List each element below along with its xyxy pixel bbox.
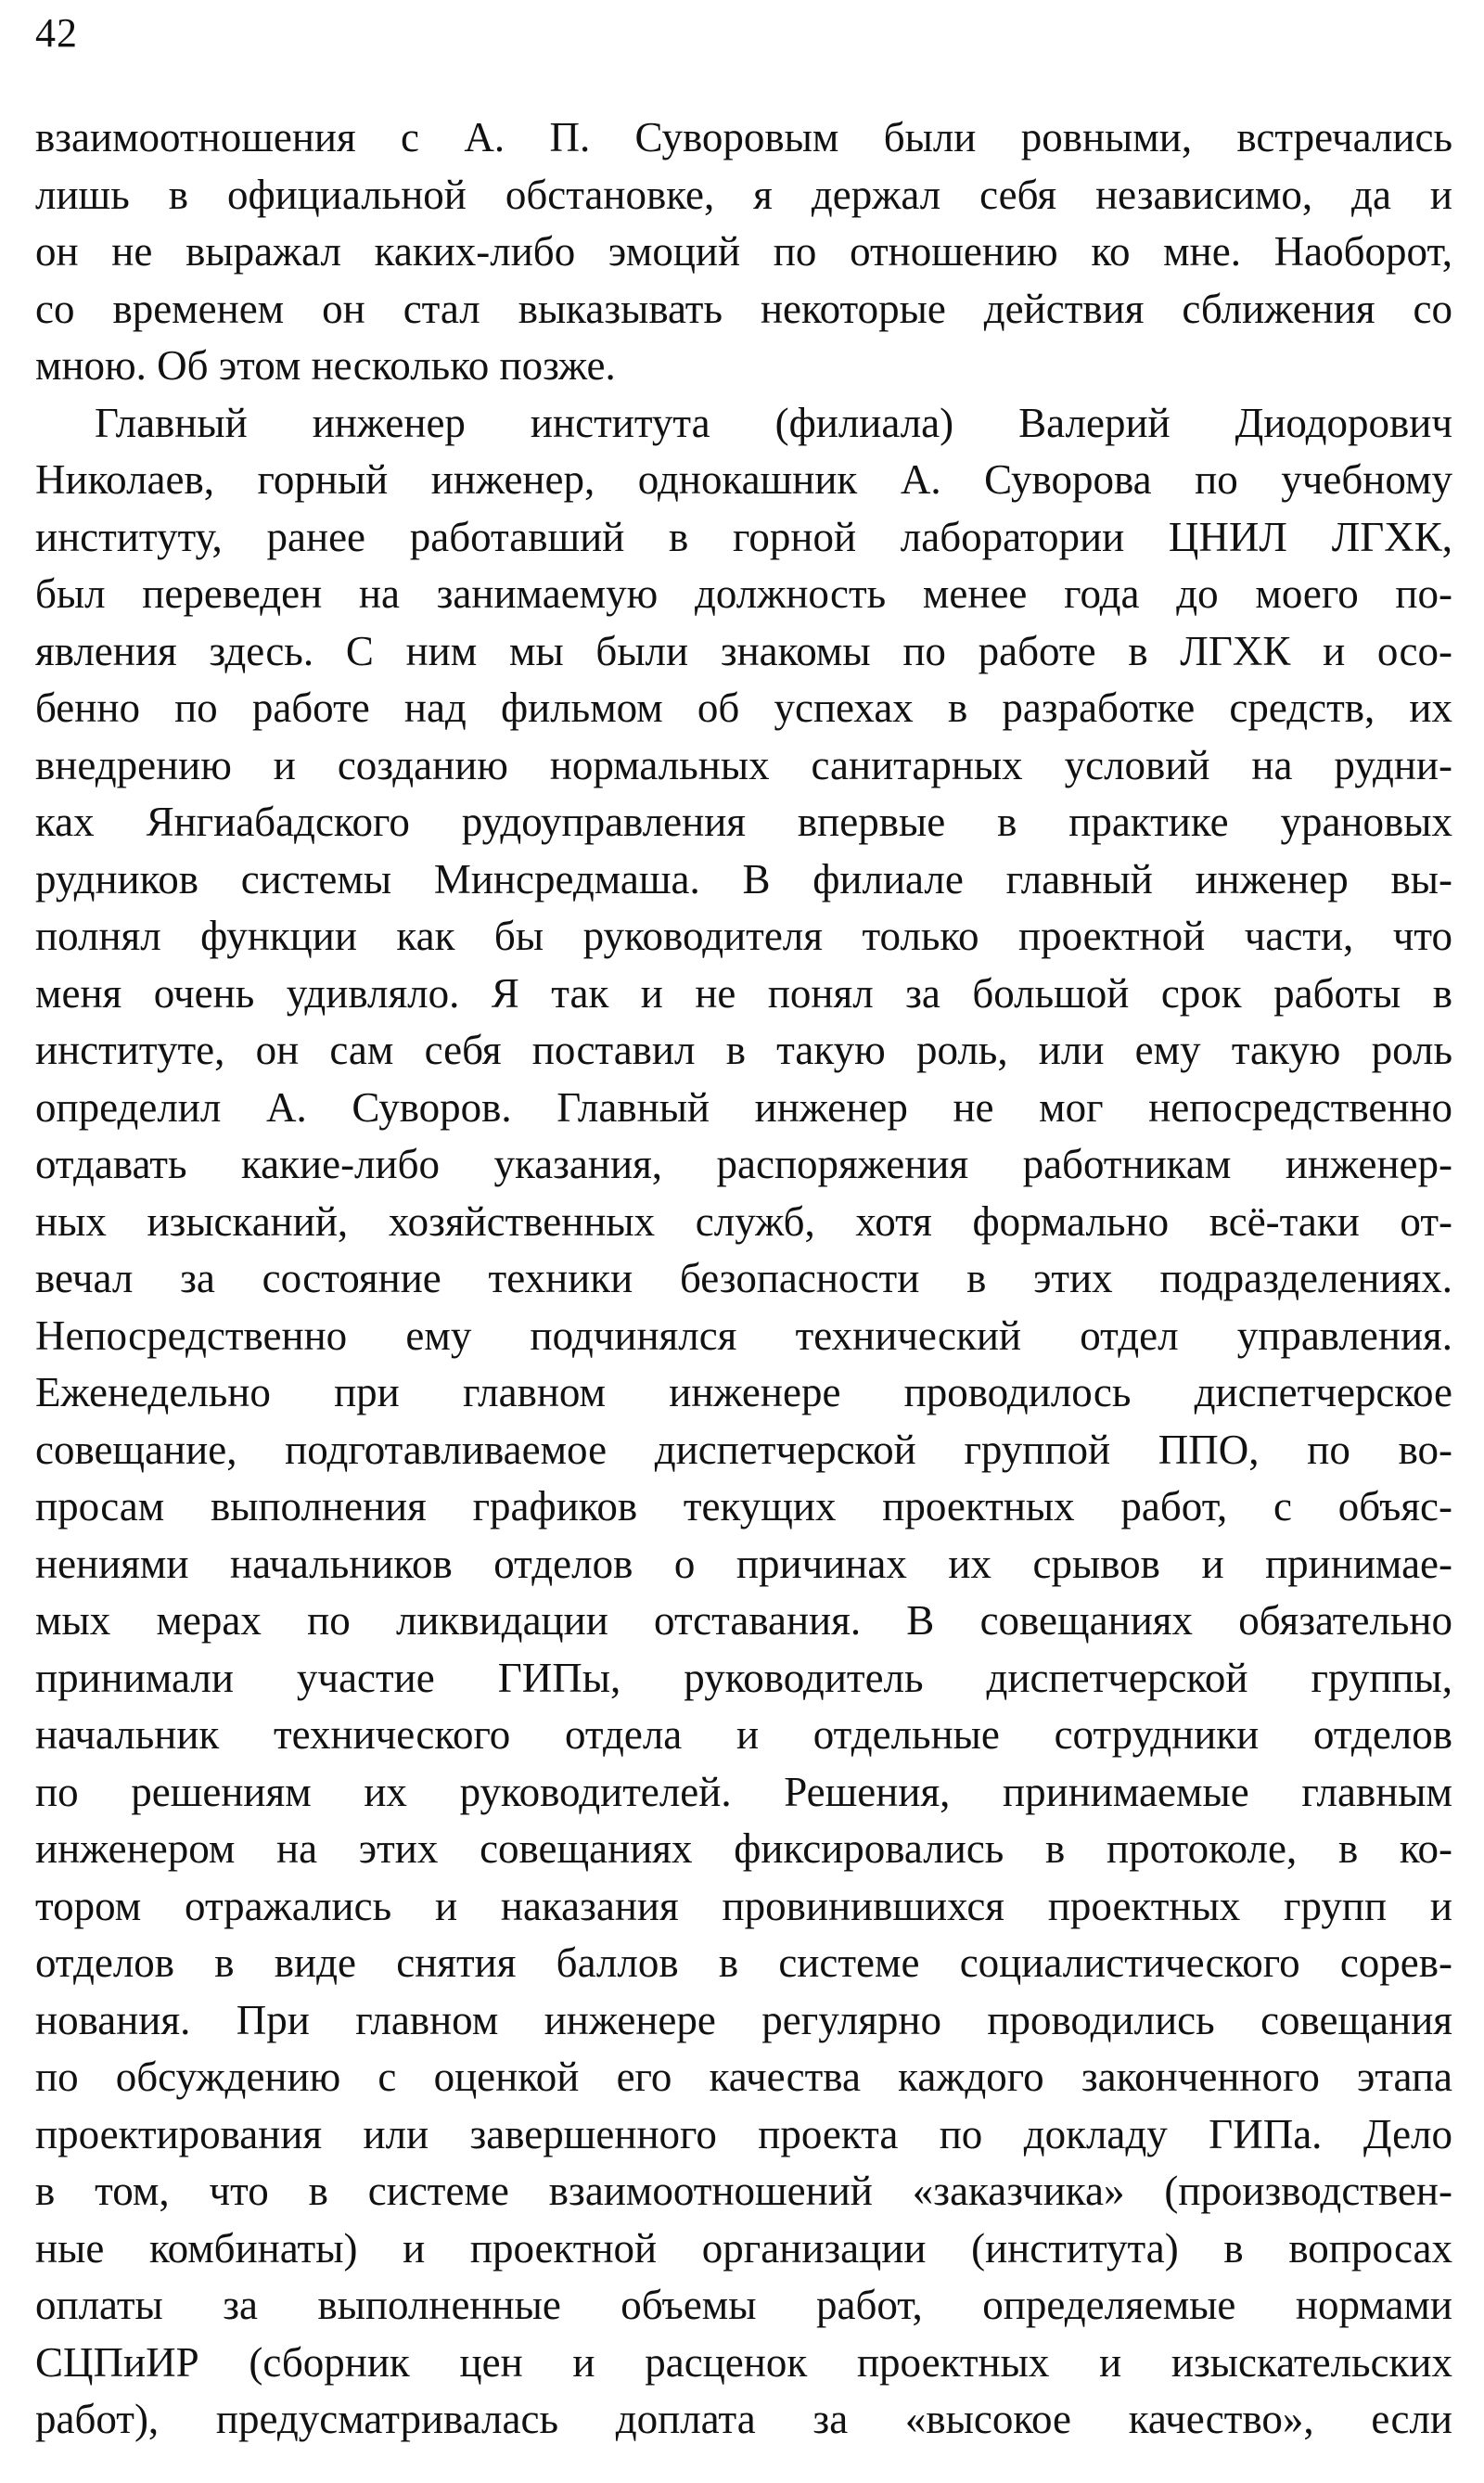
text-line: начальник технического отдела и отдельные сотрудники отделов [35,1711,1452,1758]
text-line: явления здесь. С ним мы были знакомы по работе в ЛГХК и осо- [35,627,1452,674]
page-number: 42 [35,10,78,56]
text-line: меня очень удивляло. Я так и не понял за большой срок работы в [35,969,1452,1017]
text-line: мых мерах по ликвидации отставания. В совещаниях обязательно [35,1597,1452,1644]
text-line: просам выполнения графиков текущих проектных работ, с объяс- [35,1483,1452,1529]
text-line: он не выражал каких-либо эмоций по отношению ко мне. Наоборот, [35,228,1452,275]
body-text [35,109,1452,2449]
text-line: определил А. Суворов. Главный инженер не мог непосредственно [35,1083,1452,1131]
text-line: Непосредственно ему подчинялся технический отдел управления. [35,1312,1452,1359]
text-line: нования. При главном инженере регулярно проводились совещания [35,1996,1452,2043]
text-line: внедрению и созданию нормальных санитарных условий на рудни- [35,741,1452,788]
text-line: Еженедельно при главном инженере проводилось диспетчерское [35,1369,1452,1415]
text-line: по решениям их руководителей. Решения, принимаемые главным [35,1768,1452,1815]
text-line: в том, что в системе взаимоотношений «заказчика» (производствен- [35,2168,1452,2214]
text-line: институте, он сам себя поставил в такую роль, или ему такую роль [35,1027,1452,1073]
text-line: по обсуждению с оценкой его качества каждого законченного этапа [35,2054,1452,2100]
text-line: оплаты за выполненные объемы работ, определяемые нормами [35,2282,1452,2328]
paragraph [35,109,1452,395]
text-line: СЦПиИР (сборник цен и расценок проектных и изыскательских [35,2338,1452,2386]
text-line: был переведен на занимаемую должность менее года до моего по- [35,570,1452,617]
paragraph [35,395,1452,2449]
text-line: институту, ранее работавший в горной лаборатории ЦНИЛ ЛГХК, [35,513,1452,560]
text-line: совещание, подготавливаемое диспетчерской группой ППО, по во- [35,1426,1452,1473]
text-line: отделов в виде снятия баллов в системе социалистического сорев- [35,1939,1452,1986]
text-line: взаимоотношения с А. П. Суворовым были ровными, встречались [35,114,1452,160]
text-line: ках Янгиабадского рудоуправления впервые в практике урановых [35,799,1452,845]
text-line: проектирования или завершенного проекта по докладу ГИПа. Дело [35,2110,1452,2157]
text-line: работ), предусматривалась доплата за «высокое качество», если [35,2396,1452,2442]
text-line: нениями начальников отделов о причинах их срывов и принимае- [35,1540,1452,1587]
text-line: ные комбинаты) и проектной организации (института) в вопросах [35,2224,1452,2272]
text-line: инженером на этих совещаниях фиксировались в протоколе, в ко- [35,1825,1452,1872]
text-line: ных изысканий, хозяйственных служб, хотя формально всё-таки от- [35,1197,1452,1245]
text-line: со временем он стал выказывать некоторые действия сближения со [35,285,1452,332]
text-line: тором отражались и наказания провинившихся проектных групп и [35,1882,1452,1929]
text-line: вечал за состояние техники безопасности в этих подразделениях. [35,1255,1452,1301]
text-line: Главный инженер института (филиала) Валерий Диодорович [95,399,1452,446]
text-line: полнял функции как бы руководителя только проектной части, что [35,913,1452,959]
text-line: мною. Об этом несколько позже. [35,342,616,389]
text-line: рудников системы Минсредмаша. В филиале главный инженер вы- [35,855,1452,902]
text-line: бенно по работе над фильмом об успехах в разработке средств, их [35,685,1452,731]
text-line: лишь в официальной обстановке, я держал себя независимо, да и [35,171,1452,218]
text-line: Николаев, горный инженер, однокашник А. Суворова по учебному [35,456,1452,503]
text-line: принимали участие ГИПы, руководитель диспетчерской группы, [35,1654,1452,1701]
text-line: отдавать какие-либо указания, распоряжения работникам инженер- [35,1141,1452,1187]
